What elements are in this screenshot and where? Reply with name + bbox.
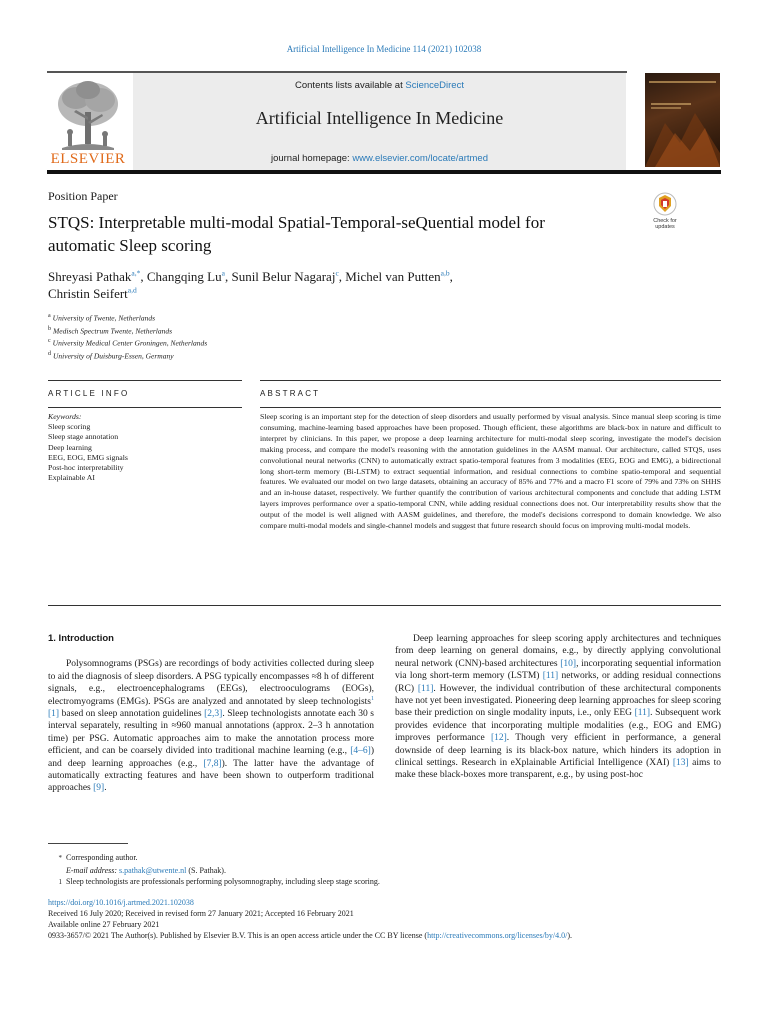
abstract-text: Sleep scoring is an important step for the detection of sleep disorders and usually performed by visual analysis. Since manual sleep scoring is time consuming, machine-learning based approaches have been proposed. Though efficient, these algorithms are black-box in nature and difficult to interpret by clinicians. In this paper, we propose a deep learning architecture for multi-modal sleep scoring, investigate the model's decision making process, and compare the model's reasoning with the annotation guidelines in the AASM manual. Our architecture, called STQS, uses convolutional neural networks (CNN) to automatically extract spatio-temporal features from 3 modalities (EEG, EOG and EMG), a bidirectional long short-term memory (Bi-LSTM) to extract sequential information, and residual connections to combine spatio-temporal and sequential features. We evaluated our model on two large datasets, obtaining an accuracy of 85% and 77% and a macro F1 score of 79% and 73% on SHHS and an in-house dataset, respectively. We further quantify the contribution of various architectural components and conclude that adding LSTM layers improves performance over a spatio-temporal CNN, while adding residual connections does not. Our interpretability results show that the output of the model is well aligned with AASM guidelines, and therefore, the model's decisions correspond to domain knowledge. We also compare multi-modal models and single-channel models and suggest that future research should focus on improving multi-modal models. [260, 412, 721, 531]
paper-title: STQS: Interpretable multi-modal Spatial-Temporal-seQuential model for automatic Sleep scoring [48, 213, 545, 255]
journal-citation[interactable]: Artificial Intelligence In Medicine 114 (2021) 102038 [286, 44, 482, 54]
footnote-corresponding: * Corresponding author. [58, 853, 138, 862]
affiliation: $^d$ University of Duisburg-Essen, Germany [48, 350, 174, 360]
contents-line: Contents lists available at ScienceDirect [295, 80, 464, 91]
paper-type: Position Paper [48, 189, 118, 203]
keywords-label: Keywords: [48, 412, 82, 421]
received-dates: Received 16 July 2020; Received in revised form 27 January 2021; Accepted 16 February 2021 [48, 909, 354, 918]
author[interactable]: Michel van Putten$^{a,b}$ [345, 268, 450, 284]
divider [260, 380, 721, 381]
body-column-left [48, 633, 374, 795]
abstract-heading: ABSTRACT [260, 389, 321, 398]
license-line: 0933-3657/© 2021 The Author(s). Published by Elsevier B.V. This is an open access article under the CC BY license (http://creativecommons.org/licenses/by/4.0/). [48, 931, 573, 940]
header-bottom-rule [47, 170, 721, 174]
author[interactable]: Changqing Lu$^a$ [146, 268, 225, 284]
email-link[interactable]: s.pathak@utwente.nl [119, 865, 187, 875]
footnote-marker[interactable]: 1 [371, 695, 374, 702]
check-updates-icon [647, 191, 683, 231]
citation-link[interactable]: [11] [417, 683, 434, 694]
keyword: EEG, EOG, EMG signals [48, 452, 128, 462]
keyword: Sleep stage annotation [48, 432, 119, 442]
affiliation: $^b$ Medisch Spectrum Twente, Netherlands [48, 325, 173, 335]
keyword: Post-hoc interpretability [48, 463, 124, 473]
citation-link[interactable]: [11] [542, 671, 559, 682]
divider [48, 407, 242, 408]
journal-cover-image[interactable] [645, 73, 720, 167]
citation-link[interactable]: [1] [48, 709, 60, 720]
article-metadata [48, 897, 728, 941]
affiliations [48, 311, 207, 361]
publisher-name: ELSEVIER [50, 151, 126, 167]
keyword: Sleep scoring [48, 422, 91, 432]
citation-link[interactable]: [2,3] [204, 709, 223, 720]
article-info-heading: ARTICLE INFO [48, 389, 130, 398]
svg-text:Check for: Check for [653, 218, 677, 224]
keyword: Explainable AI [48, 473, 95, 483]
divider [48, 605, 721, 606]
citation-link[interactable]: [13] [672, 758, 689, 769]
citation-link[interactable]: [11] [634, 708, 651, 719]
check-for-updates-button[interactable] [647, 191, 683, 231]
citation-link[interactable]: [9] [93, 783, 105, 794]
divider [48, 380, 242, 381]
footnotes [48, 852, 718, 889]
doi-link[interactable]: https://doi.org/10.1016/j.artmed.2021.102038 [48, 898, 194, 907]
citation-link[interactable]: [4–6] [350, 746, 371, 757]
section-heading-introduction: 1. Introduction [48, 633, 114, 644]
body-paragraph: Deep learning approaches for sleep scoring apply architectures and techniques from deep learning on general domains, e.g., by directly applying convolutional neural network (CNN)-based architectures [10], incorporating sequential information via long short-term memory (LSTM) [11] networks, or adding residual connections (RC) [11]. However, the individual contribution of these architectural components have not yet been investigated. Pioneering deep learning approaches for sleep scoring base their prediction on single modality inputs, i.e., only EEG [11]. Subsequent work provides evidence that incorporating multiple modalities (e.g., EOG and EMG) improves performance [12]. Though very efficient in performance, a general downside of deep learning is its black-box nature, which hinders its adoption in clinical settings. Research in eXplainable Artificial Intelligence (XAI) [13] aims to make these black-boxes more transparent, e.g., by using post-hoc [395, 634, 722, 781]
homepage-line: journal homepage: www.elsevier.com/locate/artmed [270, 153, 489, 164]
citation-link[interactable]: [7,8] [203, 758, 222, 769]
author[interactable]: Christin Seifert$^{a,d}$ [48, 285, 137, 301]
available-online: Available online 27 February 2021 [48, 920, 160, 929]
keywords-block [48, 412, 242, 483]
affiliation: $^a$ University of Twente, Netherlands [48, 313, 156, 323]
svg-text:updates: updates [655, 224, 675, 230]
author-list: Shreyasi Pathak$^{a,*}$, Changqing Lu$^a$, Sunil Belur Nagaraj$^c$, Michel van Putten$^{a,b}$, Christin Seifert$^{a,d}$ [48, 268, 453, 301]
body-column-right [395, 633, 721, 782]
footnote-divider [48, 843, 128, 844]
journal-title: Artificial Intelligence In Medicine [255, 108, 504, 128]
footnote-1: 1 Sleep technologists are professionals performing polysomnography, including sleep stage scoring. [58, 877, 380, 886]
license-link[interactable]: http://creativecommons.org/licenses/by/4.0/ [427, 931, 568, 940]
divider [260, 407, 721, 408]
affiliation: $^c$ University Medical Center Groningen, Netherlands [48, 338, 208, 348]
keyword: Deep learning [48, 442, 92, 452]
sciencedirect-link[interactable]: ScienceDirect [405, 80, 464, 91]
author[interactable]: Shreyasi Pathak$^{a,*}$ [48, 268, 141, 284]
citation-link[interactable]: [10] [560, 658, 577, 669]
cover-art [645, 73, 720, 167]
footnote-email: E-mail address: s.pathak@utwente.nl (S. Pathak). [66, 865, 226, 875]
body-paragraph: Polysomnograms (PSGs) are recordings of body activities collected during sleep to aid the diagnosis of sleep disorders. A PSG typically encompasses ≈8 h of different signals, e.g., electroencephalograms (EEGs), electrooculograms (EOGs), electromyograms (EMGs). PSGs are analyzed and annotated by sleep technologists$^1$ [1] based on sleep annotation guidelines [2,3]. Sleep technologists annotate each 30 s interval separately, resulting in ≈960 manual annotations (approx. 2–3 h annotation time) per PSG. Automatic approaches aim to make the annotation process more efficient, and can be coarsely divided into traditional machine learning (e.g., [4–6]) and deep learning approaches (e.g., [7,8]). The latter have the advantage of automatically extracting features and have been shown to outperform traditional approaches [9]. [48, 659, 374, 794]
journal-homepage-link[interactable]: www.elsevier.com/locate/artmed [352, 153, 489, 164]
author[interactable]: Sunil Belur Nagaraj$^c$ [231, 268, 339, 284]
citation-link[interactable]: [12] [490, 733, 507, 744]
